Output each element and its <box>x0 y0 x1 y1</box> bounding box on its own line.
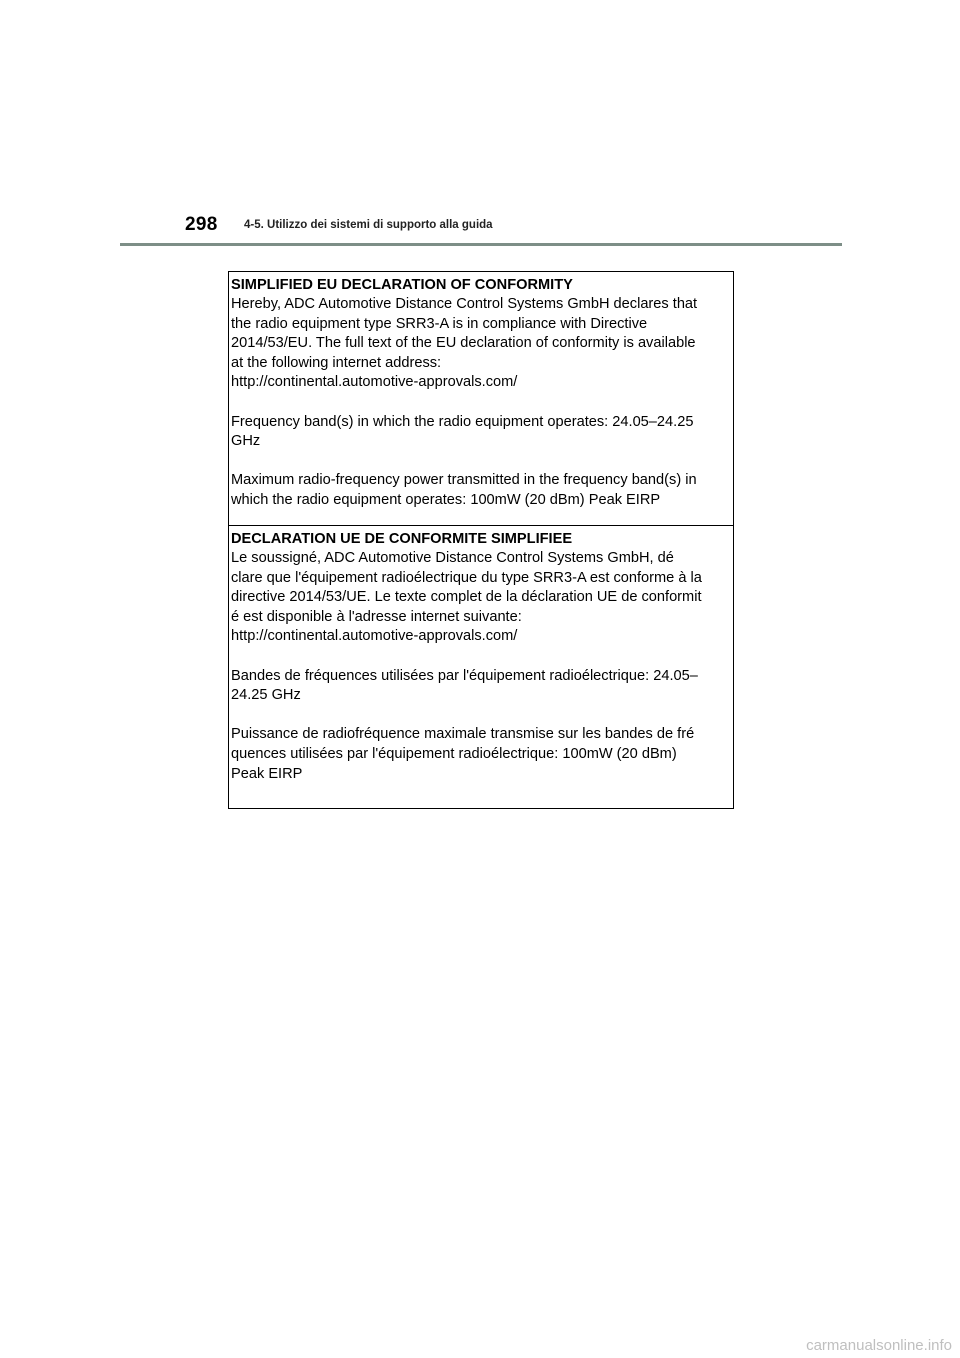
declaration-fr-heading: DECLARATION UE DE CONFORMITE SIMPLIFIEE <box>231 531 573 547</box>
page-number: 298 <box>185 214 218 235</box>
declaration-en <box>229 272 733 526</box>
declaration-en-power: Maximum radio-frequency power transmitted in the frequency band(s) in which the radio equipment operates: 100mW (20 dBm) Peak EIRP <box>231 472 697 508</box>
declaration-fr <box>229 526 733 808</box>
declaration-fr-frequency: Bandes de fréquences utilisées par l'équipement radioélectrique: 24.05– 24.25 GHz <box>231 667 698 704</box>
declaration-en-heading: SIMPLIFIED EU DECLARATION OF CONFORMITY <box>231 277 573 293</box>
header-divider <box>120 243 842 246</box>
declaration-en-frequency: Frequency band(s) in which the radio equipment operates: 24.05–24.25 GHz <box>231 413 694 450</box>
section-title: 4-5. Utilizzo dei sistemi di supporto alla guida <box>244 219 493 231</box>
declaration-fr-body: Le soussigné, ADC Automotive Distance Control Systems GmbH, dé clare que l'équipement radioélectrique du type SRR3-A est conforme à la directive 2014/53/UE. Le texte complet de la déclaration UE de conformit é est disponible à l'adresse internet suivante: http://continental.automotive-approvals.com/ <box>231 550 702 645</box>
declaration-en-body: Hereby, ADC Automotive Distance Control Systems GmbH declares that the radio equipment type SRR3-A is in compliance with Directive 2014/53/EU. The full text of the EU declaration of conformity is available at the following internet address: http://continental.automotive-approvals.com/ <box>231 296 698 391</box>
declaration-fr-power: Puissance de radiofréquence maximale transmise sur les bandes de fré quences utilisées par l'équipement radioélectrique: 100mW (20 dBm) Peak EIRP <box>231 726 695 782</box>
watermark-text: carmanualsonline.info <box>806 1337 952 1354</box>
declaration-box <box>228 271 734 809</box>
